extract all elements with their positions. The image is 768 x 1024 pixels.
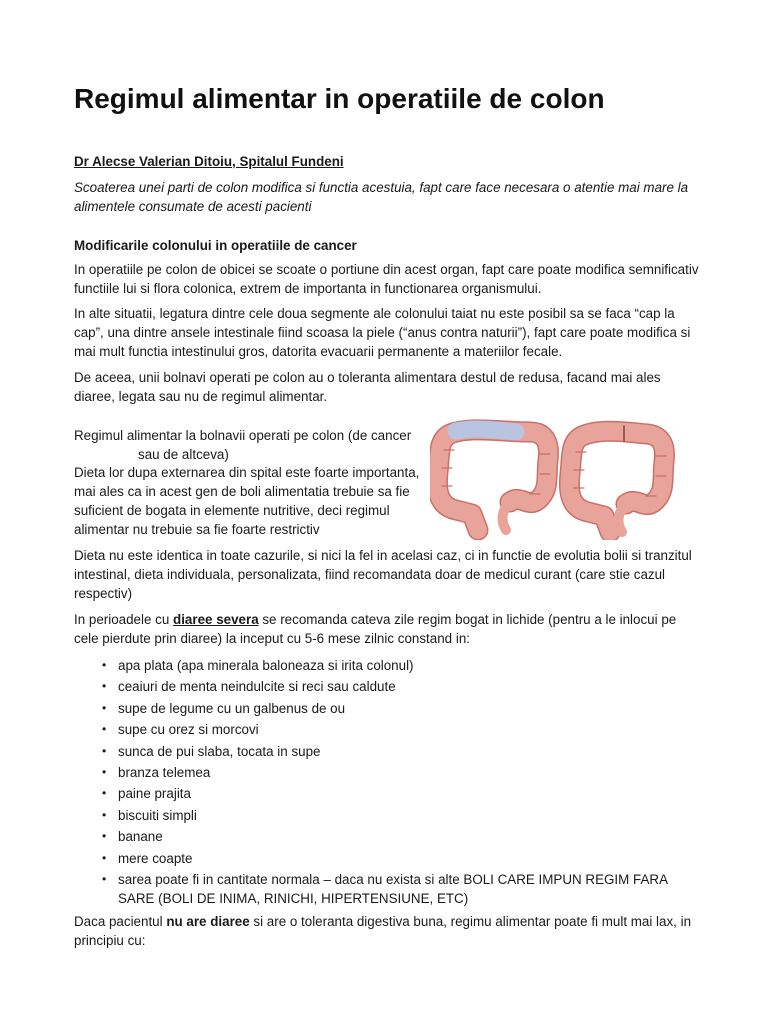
paragraph-7-text-a: Daca pacientul xyxy=(74,914,167,929)
bullet-icon: • xyxy=(102,829,107,844)
section-heading: Modificarile colonului in operatiile de cancer xyxy=(74,238,357,253)
bullet-icon: • xyxy=(102,658,107,672)
bullet-icon: • xyxy=(102,786,107,801)
list-item-text: sunca de pui slaba, tocata in supe xyxy=(118,743,321,759)
list-item xyxy=(102,742,698,761)
paragraph-5-text-a: In perioadele cu xyxy=(74,612,174,627)
list-item-text: paine prajita xyxy=(118,786,191,802)
list-item xyxy=(102,827,698,846)
list-item xyxy=(102,763,698,782)
bullet-icon: • xyxy=(102,807,107,822)
paragraph-2: In alte situatii, legatura dintre cele doua segmente ale colonului taiat nu este posibil sa se faca “cap la cap”, una dintre ansele intestinale fiind scoasa la piele (“anus contra naturii”), fapt care poate modifica si mai mult functia intestinului gros, datorita evacuarii permanente a materiilor fecale. xyxy=(74,306,691,359)
list-item xyxy=(102,677,698,696)
paragraph-5-text-b: se recomanda cateva zile regim bogat in lichide (pentru a le inlocui pe cele pierdute prin diaree) la inceput cu 5-6 mese zilnic constand in: xyxy=(74,612,677,646)
list-item-text: mere coapte xyxy=(118,850,193,866)
list-item xyxy=(102,870,698,908)
list-item-text: sarea poate fi in cantitate normala – daca nu exista si alte BOLI CARE IMPUN REGIM FARA SARE (BOLI DE INIMA, RINICHI, HIPERTENSIUNE, ETC) xyxy=(118,871,668,906)
list-item-text: ceaiuri de menta neindulcite si reci sau caldute xyxy=(118,679,396,695)
bullet-icon: • xyxy=(102,722,107,737)
diet-subheading-line-1: Regimul alimentar la bolnavii operati pe colon (de cancer xyxy=(74,428,412,443)
page-title: Regimul alimentar in operatiile de colon xyxy=(74,83,605,114)
list-item xyxy=(102,656,698,675)
paragraph-7-text-b: si are o toleranta digestiva buna, regimu alimentar poate fi mult mai lax, in principiu cu: xyxy=(74,914,692,948)
list-item xyxy=(102,784,698,803)
diet-paragraph: Dieta lor dupa externarea din spital este foarte importanta, mai ales ca in acest gen de boli alimentatia trebuie sa fie suficient de bogata in elemente nutritive, deci regimul alimentar nu trebuie sa fie foarte restrictiv xyxy=(74,465,420,537)
intro-paragraph: Scoaterea unei parti de colon modifica si functia acestuia, fapt care face necesara o atentie mai mare la alimentele consumate de acesti pacienti xyxy=(74,180,689,214)
diet-subheading xyxy=(74,426,436,464)
no-diarrhea-emphasis: nu are diaree xyxy=(166,914,250,929)
list-item xyxy=(102,806,698,825)
bullet-icon: • xyxy=(102,850,107,865)
colon-before-surgery xyxy=(437,429,550,530)
list-item-text: branza telemea xyxy=(118,764,211,780)
bullet-icon: • xyxy=(102,679,107,694)
severe-diarrhea-emphasis: diaree severa xyxy=(173,612,259,627)
list-item xyxy=(102,849,698,868)
paragraph-3: De aceea, unii bolnavi operati pe colon au o toleranta alimentara destul de redusa, facand mai ales diaree, legata sau nu de regimul alimentar. xyxy=(74,370,661,404)
resected-segment xyxy=(456,429,516,432)
list-item-text: supe cu orez si morcovi xyxy=(118,722,259,738)
list-item-text: apa plata (apa minerala baloneaza si irita colonul) xyxy=(118,658,414,673)
list-item xyxy=(102,699,698,718)
diet-subheading-line-2: sau de altceva) xyxy=(138,447,229,462)
bullet-icon: • xyxy=(102,700,107,715)
paragraph-5 xyxy=(74,610,704,648)
list-item-text: supe de legume cu un galbenus de ou xyxy=(118,700,346,716)
paragraph-4: Dieta nu este identica in toate cazurile, si nici la fel in acelasi caz, ci in functie de evolutia bolii si tranzitul intestinal, dieta individuala, personalizata, fiind recomandata doar de medicul curant (care stie cazul respectiv) xyxy=(74,548,692,601)
paragraph-1: In operatiile pe colon de obicei se scoate o portiune din acest organ, fapt care poate modifica semnificativ functiile lui si flora colonica, extrem de importanta in functionarea organismului. xyxy=(74,262,699,296)
author-line: Dr Alecse Valerian Ditoiu, Spitalul Fundeni xyxy=(74,154,344,169)
colon-surgery-illustration xyxy=(430,410,675,540)
list-item-text: banane xyxy=(118,829,163,845)
list-item xyxy=(102,720,698,739)
paragraph-7 xyxy=(74,912,704,950)
bullet-icon: • xyxy=(102,764,107,779)
bullet-icon: • xyxy=(102,743,107,758)
bullet-icon: • xyxy=(102,871,107,886)
list-item-text: biscuiti simpli xyxy=(118,807,197,823)
diet-food-list xyxy=(102,656,698,910)
colon-after-surgery xyxy=(569,426,666,532)
